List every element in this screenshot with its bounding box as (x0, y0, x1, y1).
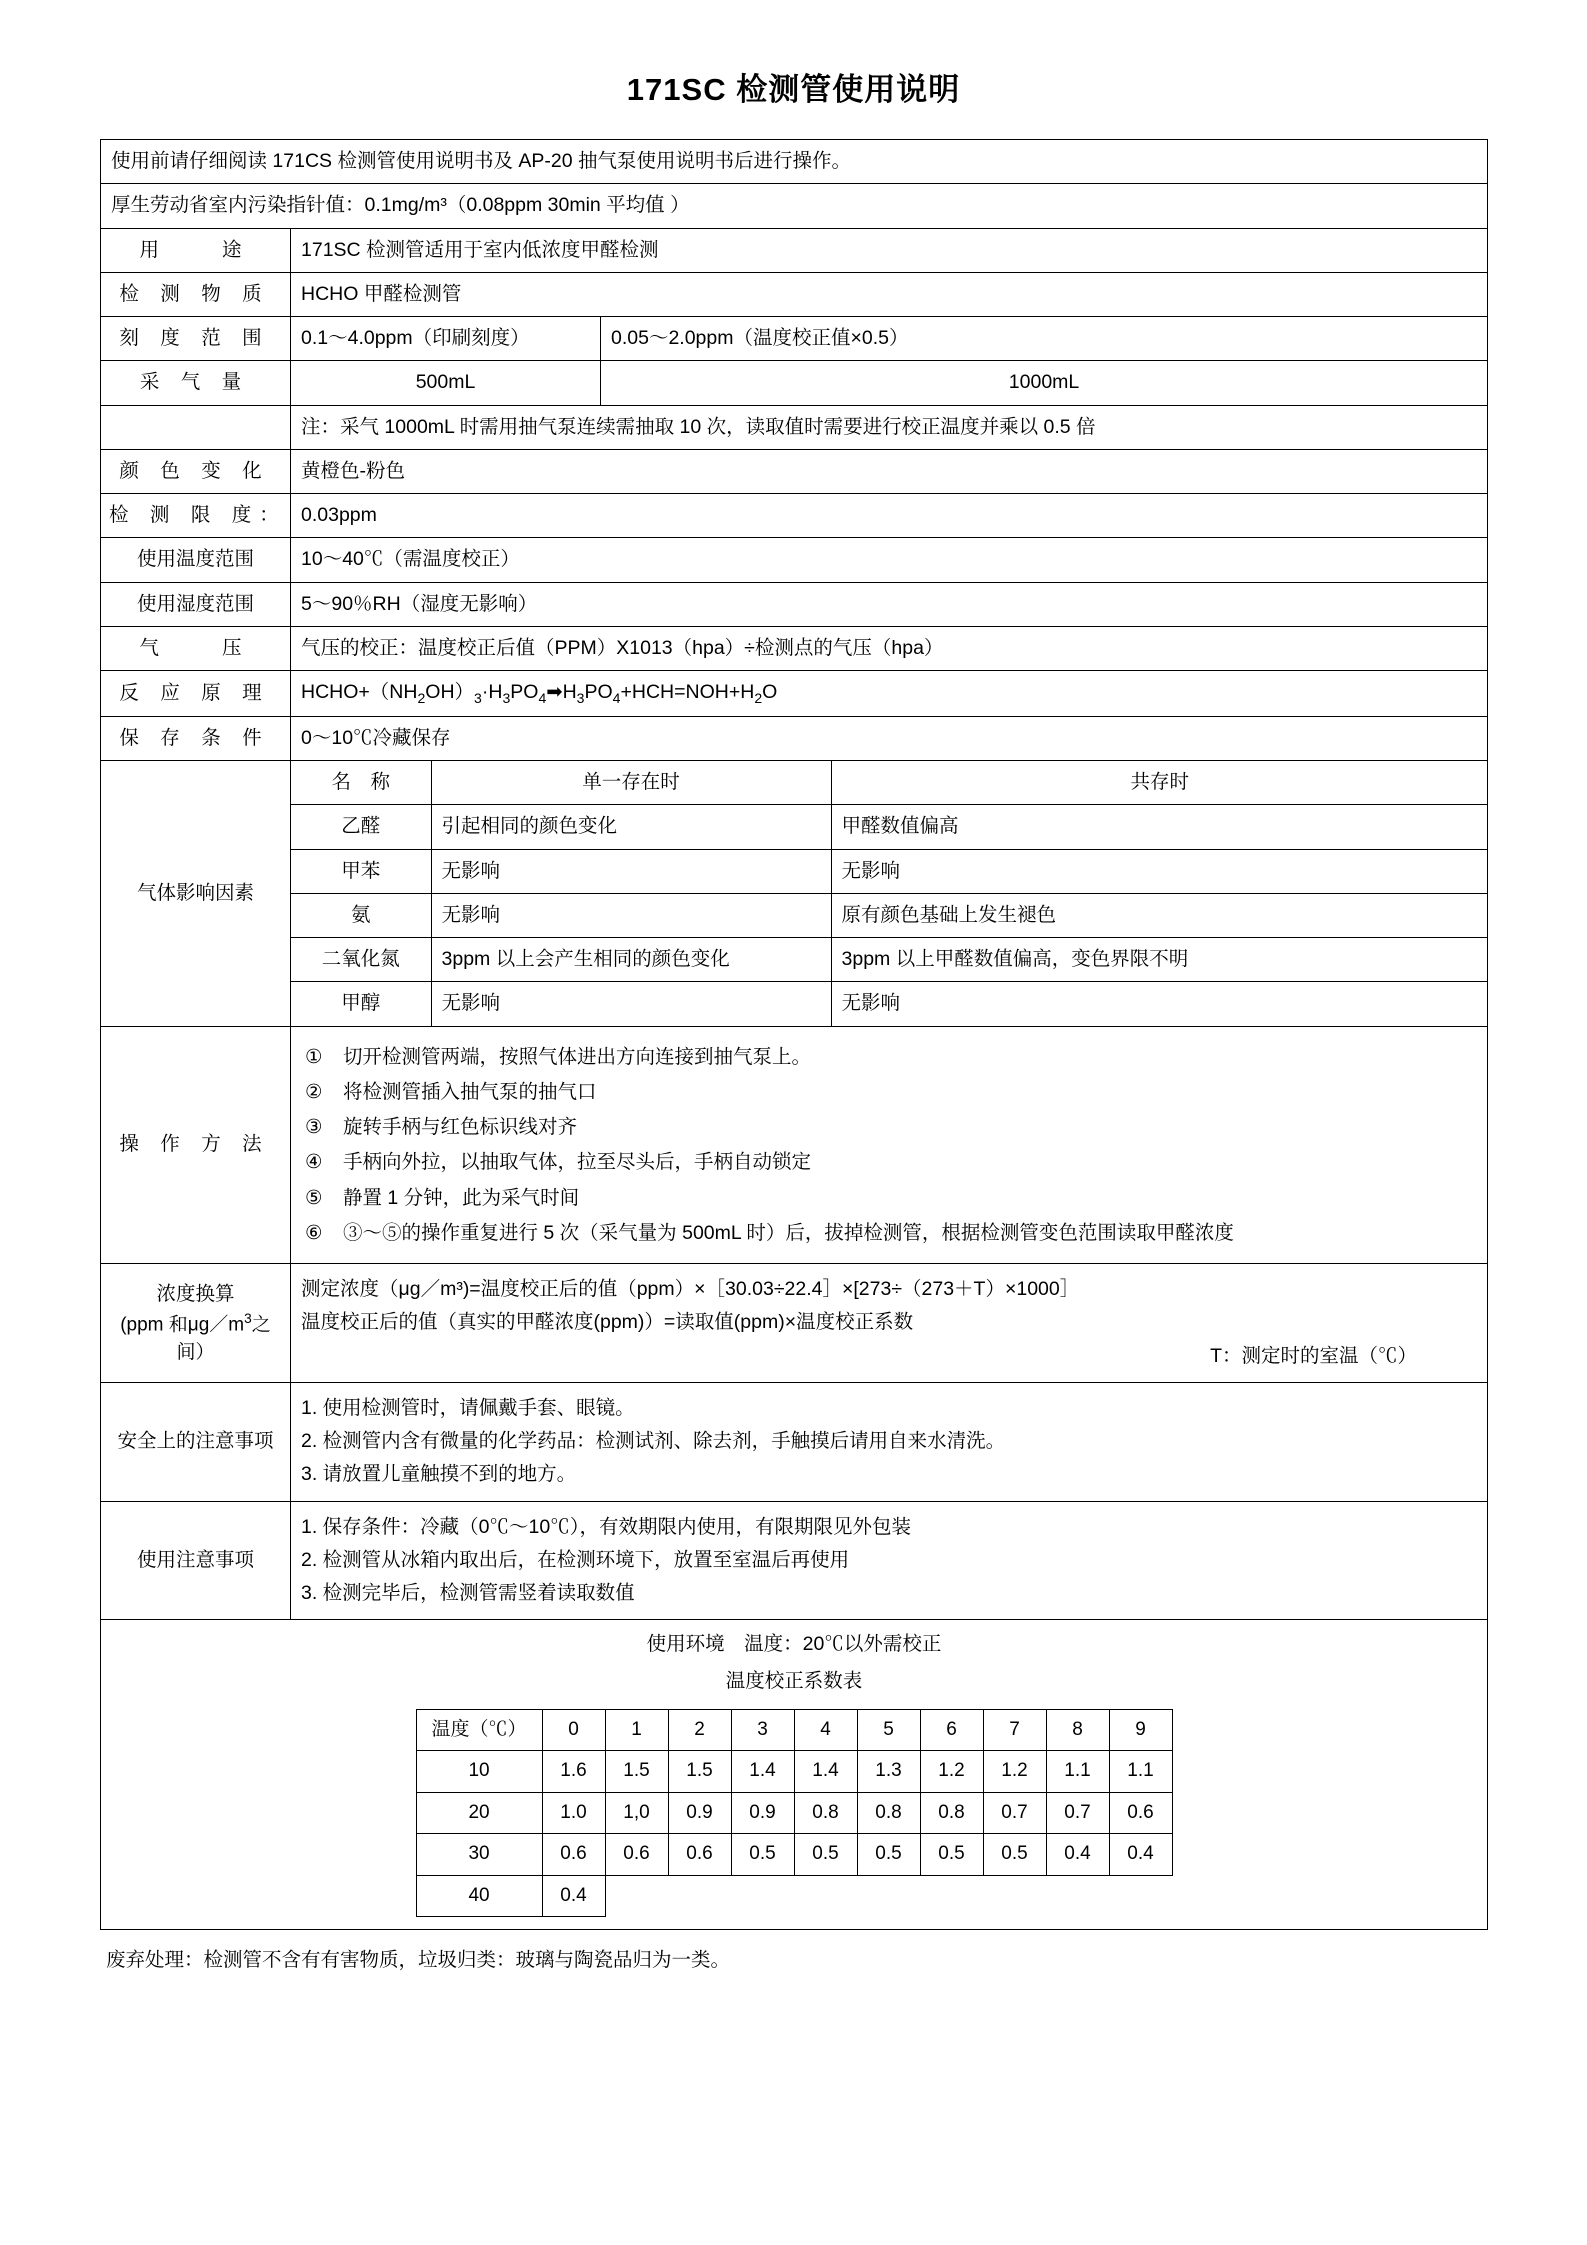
operation-step (305, 1218, 1477, 1248)
step-text: 旋转手柄与红色标识线对齐 (343, 1116, 578, 1139)
temp-cell-empty (920, 1875, 983, 1917)
temp-cell: 0.6 (605, 1834, 668, 1876)
temp-row-label: 10 (416, 1751, 542, 1793)
table-row (101, 140, 1488, 184)
temp-cell: 0.7 (1046, 1792, 1109, 1834)
gas-coexist: 3ppm 以上甲醛数值偏高，变色界限不明 (831, 938, 1488, 982)
safety-item: 2. 检测管内含有微量的化学药品：检测试剂、除去剂，手触摸后请用自来水清洗。 (301, 1430, 1006, 1453)
gas-coexist: 原有颜色基础上发生褪色 (831, 893, 1488, 937)
gas-influence-table (291, 761, 1488, 1026)
gas-header-single: 单一存在时 (431, 761, 831, 805)
use-value: 171SC 检测管适用于室内低浓度甲醛检测 (291, 228, 1488, 272)
gas-name: 氨 (291, 893, 431, 937)
pressure-value: 气压的校正：温度校正后值（PPM）X1013（hpa）÷检测点的气压（hpa） (291, 626, 1488, 670)
gas-header-row (291, 761, 1488, 805)
temp-cell-empty (794, 1875, 857, 1917)
spec-table (100, 139, 1488, 1930)
temp-cell: 0.5 (794, 1834, 857, 1876)
conversion-line3: T：测定时的室温（℃） (1210, 1344, 1418, 1367)
conversion-line1: 测定浓度（μg／m³)=温度校正后的值（ppm）×［30.03÷22.4］×[273÷（273＋T）×1000］ (301, 1278, 1080, 1301)
temp-cell: 0.7 (983, 1792, 1046, 1834)
operation-step (305, 1077, 1477, 1107)
sample-value-500: 500mL (291, 361, 601, 405)
temp-row-label: 20 (416, 1792, 542, 1834)
table-row (101, 626, 1488, 670)
table-row (101, 494, 1488, 538)
substance-value: HCHO 甲醛检测管 (291, 272, 1488, 316)
table-row (101, 1264, 1488, 1383)
table-row (101, 405, 1488, 449)
table-row (101, 761, 1488, 1027)
step-text: 静置 1 分钟，此为采气时间 (343, 1186, 580, 1209)
use-label: 用 途 (101, 228, 291, 272)
step-number: ⑥ (305, 1221, 323, 1244)
pressure-label: 气 压 (101, 626, 291, 670)
temperature-correction-table (416, 1709, 1173, 1918)
table-row (101, 1501, 1488, 1620)
temp-col-header: 5 (857, 1709, 920, 1751)
temp-cell: 1.4 (731, 1751, 794, 1793)
step-number: ⑤ (305, 1186, 323, 1209)
temp-cell-empty (1046, 1875, 1109, 1917)
temp-cell: 0.8 (857, 1792, 920, 1834)
temp-cell: 1.2 (920, 1751, 983, 1793)
temp-cell: 1.1 (1046, 1751, 1109, 1793)
table-row (101, 272, 1488, 316)
environment-cell (101, 1620, 1488, 1930)
temp-cell: 0.5 (731, 1834, 794, 1876)
storage-label: 保 存 条 件 (101, 716, 291, 760)
temp-col-header: 6 (920, 1709, 983, 1751)
gas-influence-label: 气体影响因素 (101, 761, 291, 1027)
gas-name: 甲醇 (291, 982, 431, 1026)
table-row (101, 716, 1488, 760)
step-number: ④ (305, 1151, 323, 1174)
temp-row (416, 1751, 1172, 1793)
table-row (291, 849, 1488, 893)
table-row (291, 982, 1488, 1026)
temp-col-header: 4 (794, 1709, 857, 1751)
environment-line2: 温度校正系数表 (725, 1670, 863, 1693)
temp-header-row (416, 1709, 1172, 1751)
temp-cell: 1.3 (857, 1751, 920, 1793)
operation-step (305, 1183, 1477, 1213)
conversion-line2: 温度校正后的值（真实的甲醛浓度(ppm)）=读取值(ppm)×温度校正系数 (301, 1311, 914, 1334)
temp-cell: 1.5 (668, 1751, 731, 1793)
gas-influence-cell (291, 761, 1488, 1027)
temp-cell: 0.9 (731, 1792, 794, 1834)
safety-item: 3. 请放置儿童触摸不到的地方。 (301, 1463, 577, 1486)
temp-corner-label: 温度（℃） (416, 1709, 542, 1751)
temp-cell: 1.2 (983, 1751, 1046, 1793)
temp-cell-empty (731, 1875, 794, 1917)
empty-cell (101, 405, 291, 449)
table-row (101, 184, 1488, 228)
humidity-range-value: 5～90％RH（湿度无影响） (291, 582, 1488, 626)
conversion-label-line1: 浓度换算 (156, 1282, 235, 1305)
limit-value: 0.03ppm (291, 494, 1488, 538)
storage-value: 0～10℃冷藏保存 (291, 716, 1488, 760)
temp-col-header: 7 (983, 1709, 1046, 1751)
conversion-content (291, 1264, 1488, 1383)
table-row (291, 805, 1488, 849)
substance-label: 检 测 物 质 (101, 272, 291, 316)
table-row (101, 538, 1488, 582)
safety-item: 1. 使用检测管时，请佩戴手套、眼镜。 (301, 1396, 635, 1419)
intro-text: 使用前请仔细阅读 171CS 检测管使用说明书及 AP-20 抽气泵使用说明书后进行操作。 (101, 140, 1488, 184)
operation-step (305, 1147, 1477, 1177)
table-row (101, 1620, 1488, 1930)
table-row (101, 449, 1488, 493)
gas-single: 无影响 (431, 982, 831, 1026)
gas-single: 引起相同的颜色变化 (431, 805, 831, 849)
color-value: 黄橙色-粉色 (291, 449, 1488, 493)
temp-cell: 1.0 (542, 1792, 605, 1834)
operation-steps (291, 1026, 1488, 1263)
table-row (101, 317, 1488, 361)
temp-cell: 1,0 (605, 1792, 668, 1834)
step-text: ③～⑤的操作重复进行 5 次（采气量为 500mL 时）后，拔掉检测管，根据检测管变色范围读取甲醛浓度 (343, 1221, 1234, 1244)
conversion-label (101, 1264, 291, 1383)
gas-header-coexist: 共存时 (831, 761, 1488, 805)
temp-range-label: 使用温度范围 (101, 538, 291, 582)
sample-value-1000: 1000mL (601, 361, 1488, 405)
temp-range-value: 10～40℃（需温度校正） (291, 538, 1488, 582)
step-text: 将检测管插入抽气泵的抽气口 (343, 1080, 597, 1103)
temp-col-header: 3 (731, 1709, 794, 1751)
operation-step (305, 1042, 1477, 1072)
temp-cell: 0.4 (1046, 1834, 1109, 1876)
table-row (101, 361, 1488, 405)
temp-cell: 0.4 (542, 1875, 605, 1917)
usage-item: 2. 检测管从冰箱内取出后，在检测环境下，放置至室温后再使用 (301, 1548, 850, 1571)
step-number: ③ (305, 1116, 323, 1139)
temp-col-header: 8 (1046, 1709, 1109, 1751)
reaction-value: $HCHO+(NH_2OH)_3\cdot H_3PO_4➡H_3PO_4+HCH=NOH+H_2O$ (291, 671, 1488, 717)
sample-note: 注：采气 1000mL 时需用抽气泵连续需抽取 10 次，读取值时需要进行校正温度并乘以 0.5 倍 (291, 405, 1488, 449)
step-text: 手柄向外拉，以抽取气体，拉至尽头后，手柄自动锁定 (343, 1151, 812, 1174)
temp-cell-empty (983, 1875, 1046, 1917)
temp-col-header: 0 (542, 1709, 605, 1751)
temp-cell-empty (605, 1875, 668, 1917)
temp-cell: 0.5 (983, 1834, 1046, 1876)
temp-row (416, 1875, 1172, 1917)
table-row (101, 228, 1488, 272)
reaction-label: 反 应 原 理 (101, 671, 291, 717)
table-row (101, 1026, 1488, 1263)
temp-row-label: 30 (416, 1834, 542, 1876)
gas-name: 乙醛 (291, 805, 431, 849)
gas-single: 无影响 (431, 849, 831, 893)
usage-label: 使用注意事项 (101, 1501, 291, 1620)
scale-label: 刻 度 范 围 (101, 317, 291, 361)
limit-label: 检 测 限 度： (101, 494, 291, 538)
conversion-label-line2: (ppm 和$\mu g/m^3$之 (120, 1310, 271, 1336)
scale-value-corrected: 0.05～2.0ppm（温度校正值×0.5） (601, 317, 1488, 361)
temp-cell: 0.5 (857, 1834, 920, 1876)
temp-row-label: 40 (416, 1875, 542, 1917)
table-row (101, 582, 1488, 626)
gas-single: 3ppm 以上会产生相同的颜色变化 (431, 938, 831, 982)
sample-label: 采 气 量 (101, 361, 291, 405)
temp-cell: 0.6 (1109, 1792, 1172, 1834)
gas-header-name: 名 称 (291, 761, 431, 805)
scale-value-printed: 0.1～4.0ppm（印刷刻度） (291, 317, 601, 361)
step-number: ② (305, 1080, 323, 1103)
table-row (101, 671, 1488, 717)
temp-cell: 0.6 (668, 1834, 731, 1876)
temp-cell: 0.9 (668, 1792, 731, 1834)
usage-item: 3. 检测完毕后，检测管需竖着读取数值 (301, 1582, 635, 1605)
temp-cell: 0.8 (794, 1792, 857, 1834)
step-text: 切开检测管两端，按照气体进出方向连接到抽气泵上。 (343, 1045, 812, 1068)
gas-coexist: 无影响 (831, 849, 1488, 893)
operation-label: 操 作 方 法 (101, 1026, 291, 1263)
gas-name: 二氧化氮 (291, 938, 431, 982)
temp-cell: 1.1 (1109, 1751, 1172, 1793)
temp-col-header: 2 (668, 1709, 731, 1751)
temp-cell: 0.8 (920, 1792, 983, 1834)
table-row (291, 938, 1488, 982)
temp-cell: 0.5 (920, 1834, 983, 1876)
environment-line1: 使用环境 温度：20℃以外需校正 (646, 1633, 942, 1656)
gas-single: 无影响 (431, 893, 831, 937)
table-row (291, 893, 1488, 937)
temp-cell: 0.4 (1109, 1834, 1172, 1876)
temp-col-header: 9 (1109, 1709, 1172, 1751)
safety-content (291, 1382, 1488, 1501)
step-number: ① (305, 1045, 323, 1068)
humidity-range-label: 使用湿度范围 (101, 582, 291, 626)
temp-row (416, 1792, 1172, 1834)
color-label: 颜 色 变 化 (101, 449, 291, 493)
safety-label: 安全上的注意事项 (101, 1382, 291, 1501)
gas-coexist: 无影响 (831, 982, 1488, 1026)
usage-item: 1. 保存条件：冷藏（0℃～10℃），有效期限内使用，有限期限见外包装 (301, 1515, 911, 1538)
table-row (101, 1382, 1488, 1501)
temp-cell: 0.6 (542, 1834, 605, 1876)
temp-cell: 1.6 (542, 1751, 605, 1793)
temp-cell-empty (1109, 1875, 1172, 1917)
disposal-note: 废弃处理：检测管不含有有害物质，垃圾归类：玻璃与陶瓷品归为一类。 (106, 1949, 731, 1972)
temp-cell-empty (857, 1875, 920, 1917)
temp-col-header: 1 (605, 1709, 668, 1751)
gas-name: 甲苯 (291, 849, 431, 893)
gas-coexist: 甲醛数值偏高 (831, 805, 1488, 849)
temp-cell: 1.5 (605, 1751, 668, 1793)
operation-step (305, 1112, 1477, 1142)
usage-content (291, 1501, 1488, 1620)
temp-cell: 1.4 (794, 1751, 857, 1793)
page-title: 171SC 检测管使用说明 (626, 72, 961, 107)
conversion-label-line3: 间） (176, 1341, 215, 1363)
guideline-text: 厚生劳动省室内污染指针值：0.1mg/m³（0.08ppm 30min 平均值 ） (101, 184, 1488, 228)
temp-row (416, 1834, 1172, 1876)
temp-cell-empty (668, 1875, 731, 1917)
